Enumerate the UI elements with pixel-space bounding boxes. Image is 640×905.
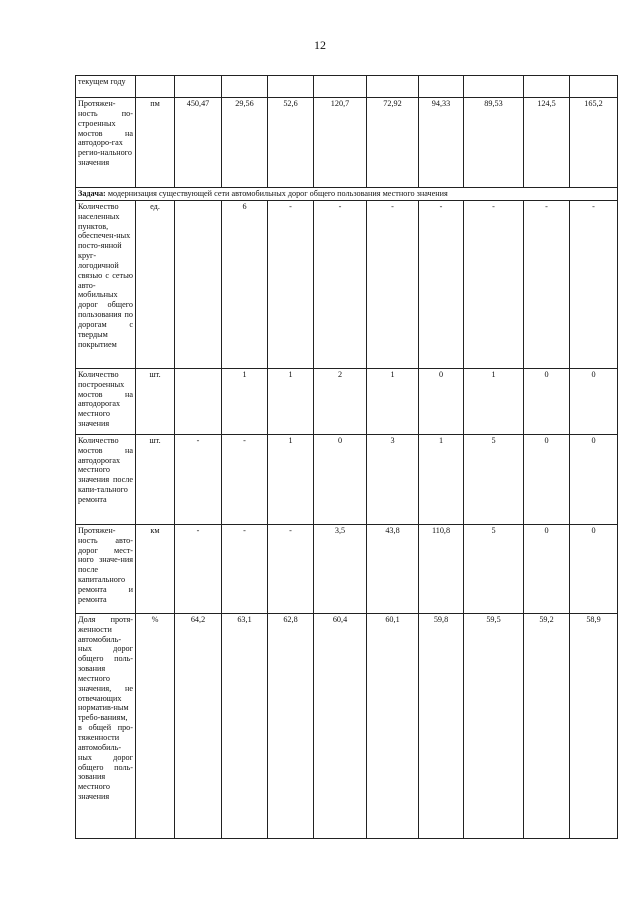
- value-cell: 52,6: [268, 98, 314, 188]
- value-cell: -: [524, 200, 570, 368]
- value-cell: 0: [524, 434, 570, 524]
- value-cell: -: [367, 200, 419, 368]
- indicators-table: [75, 75, 618, 839]
- table-row: [76, 368, 618, 434]
- value-cell: 59,2: [524, 613, 570, 838]
- value-cell: -: [419, 200, 464, 368]
- value-cell: 0: [570, 434, 618, 524]
- value-cell: 110,8: [419, 524, 464, 613]
- value-cell: [268, 76, 314, 98]
- value-cell: [175, 368, 222, 434]
- unit-cell: пм: [136, 98, 175, 188]
- value-cell: 29,56: [222, 98, 268, 188]
- table-row: [76, 434, 618, 524]
- value-cell: 1: [367, 368, 419, 434]
- value-cell: 59,5: [464, 613, 524, 838]
- value-cell: [464, 76, 524, 98]
- value-cell: 2: [314, 368, 367, 434]
- value-cell: 0: [524, 368, 570, 434]
- indicator-name: Доля протя-женности автомобиль-ных дорог общего поль-зования местного значения, не отвечающих норматив-ным требо-ваниям, в общей про-тяженности автомобиль-ных дорог общего поль-зования местного значения: [76, 613, 136, 838]
- indicator-name: Количество построенных мостов на автодорогах местного значения: [76, 368, 136, 434]
- value-cell: [175, 200, 222, 368]
- value-cell: 3,5: [314, 524, 367, 613]
- value-cell: -: [175, 434, 222, 524]
- value-cell: 6: [222, 200, 268, 368]
- value-cell: 1: [268, 434, 314, 524]
- value-cell: 0: [570, 368, 618, 434]
- value-cell: [524, 76, 570, 98]
- value-cell: [367, 76, 419, 98]
- task-label: Задача:: [78, 189, 106, 198]
- value-cell: 72,92: [367, 98, 419, 188]
- unit-cell: км: [136, 524, 175, 613]
- unit-cell: шт.: [136, 368, 175, 434]
- value-cell: 165,2: [570, 98, 618, 188]
- value-cell: 120,7: [314, 98, 367, 188]
- value-cell: [419, 76, 464, 98]
- value-cell: [570, 76, 618, 98]
- unit-cell: [136, 76, 175, 98]
- value-cell: 62,8: [268, 613, 314, 838]
- value-cell: -: [268, 524, 314, 613]
- task-row: [76, 188, 618, 201]
- value-cell: 1: [222, 368, 268, 434]
- value-cell: 64,2: [175, 613, 222, 838]
- value-cell: 60,4: [314, 613, 367, 838]
- value-cell: 43,8: [367, 524, 419, 613]
- value-cell: 0: [570, 524, 618, 613]
- indicator-name: текущем году: [76, 76, 136, 98]
- unit-cell: %: [136, 613, 175, 838]
- value-cell: 3: [367, 434, 419, 524]
- unit-cell: ед.: [136, 200, 175, 368]
- value-cell: -: [570, 200, 618, 368]
- indicator-name: Количество населенных пунктов, обеспечен-ных посто-янной круг-логодичной связью с сетью авто-мобильных дорог общего пользования по дорогам с твердым покрытием: [76, 200, 136, 368]
- value-cell: -: [222, 434, 268, 524]
- value-cell: 59,8: [419, 613, 464, 838]
- value-cell: [314, 76, 367, 98]
- value-cell: 58,9: [570, 613, 618, 838]
- value-cell: 1: [419, 434, 464, 524]
- unit-cell: шт.: [136, 434, 175, 524]
- indicator-name: Протяжен-ность по-строенных мостов на автодоро-гах регио-нального значения: [76, 98, 136, 188]
- table-row: [76, 98, 618, 188]
- table-row: [76, 76, 618, 98]
- value-cell: [175, 76, 222, 98]
- value-cell: 5: [464, 434, 524, 524]
- value-cell: -: [464, 200, 524, 368]
- value-cell: 5: [464, 524, 524, 613]
- value-cell: -: [268, 200, 314, 368]
- table-row: [76, 613, 618, 838]
- task-text: модернизация существующей сети автомобильных дорог общего пользования местного значения: [105, 189, 448, 198]
- table-row: [76, 524, 618, 613]
- indicator-name: Протяжен-ность авто-дорог мест-ного значе-ния после капитального ремонта и ремонта: [76, 524, 136, 613]
- indicator-name: Количество мостов на автодорогах местного значения после капи-тального ремонта: [76, 434, 136, 524]
- task-cell: [76, 188, 618, 201]
- table-row: [76, 200, 618, 368]
- value-cell: -: [314, 200, 367, 368]
- value-cell: 0: [524, 524, 570, 613]
- value-cell: 450,47: [175, 98, 222, 188]
- page-number: 12: [314, 38, 326, 52]
- value-cell: 0: [314, 434, 367, 524]
- value-cell: 89,53: [464, 98, 524, 188]
- value-cell: 124,5: [524, 98, 570, 188]
- value-cell: -: [222, 524, 268, 613]
- value-cell: 60,1: [367, 613, 419, 838]
- value-cell: -: [175, 524, 222, 613]
- value-cell: 94,33: [419, 98, 464, 188]
- value-cell: 1: [268, 368, 314, 434]
- value-cell: 63,1: [222, 613, 268, 838]
- value-cell: 1: [464, 368, 524, 434]
- value-cell: [222, 76, 268, 98]
- value-cell: 0: [419, 368, 464, 434]
